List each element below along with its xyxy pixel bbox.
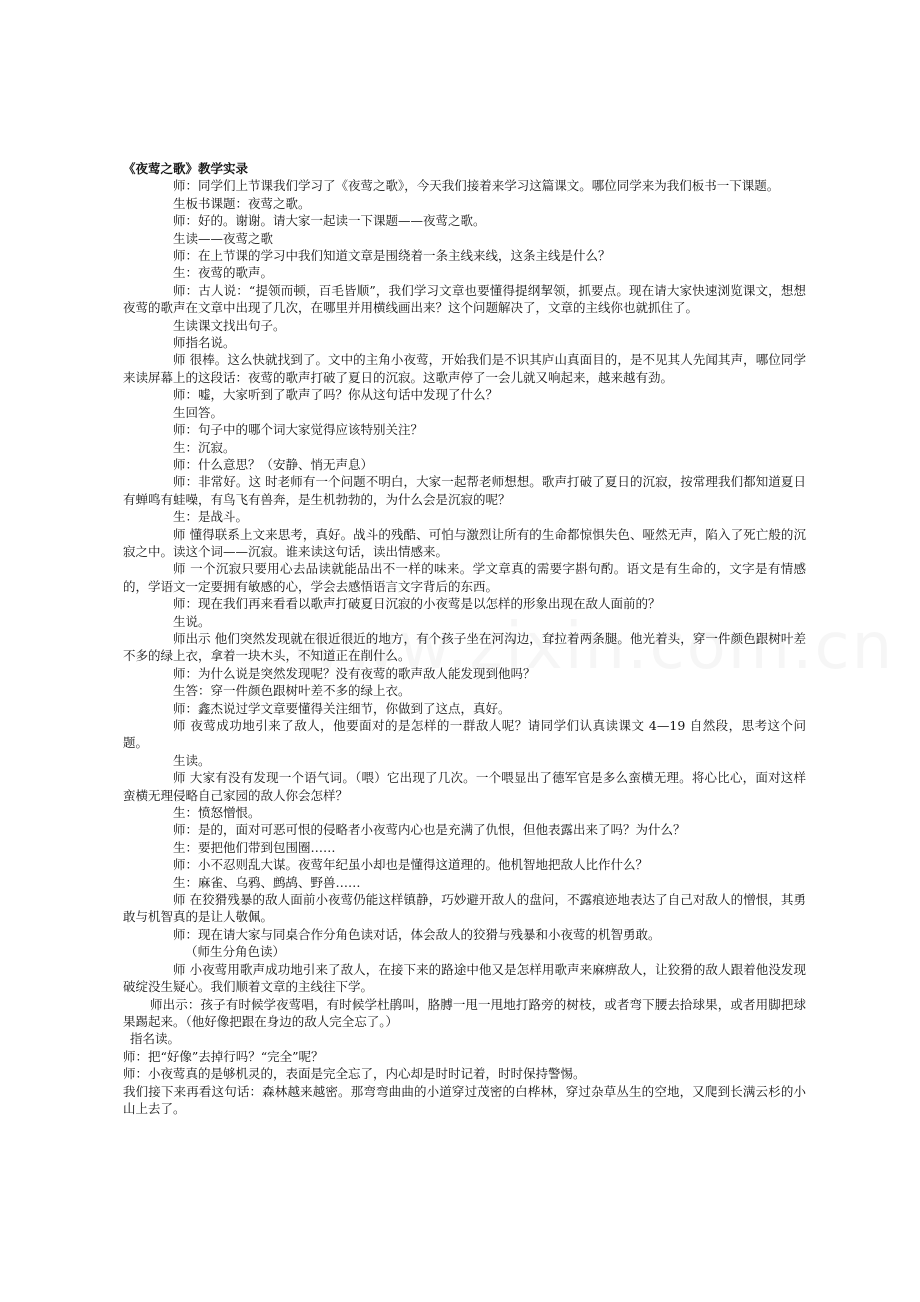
paragraph: 生：要把他们带到包围圈…… — [173, 839, 336, 855]
paragraph: 生说。 — [173, 613, 211, 629]
paragraph: 师：同学们上节课我们学习了《夜莺之歌》，今天我们接着来学习这篇课文。哪位同学来为我们板书一下课题。 — [173, 178, 780, 194]
paragraph: 师：现在我们再来看看以歌声打破夏日沉寂的小夜莺是以怎样的形象出现在敌人面前的？ — [173, 596, 661, 612]
paragraph: 师：是的，面对可恶可恨的侵略者小夜莺内心也是充满了仇恨，但他表露出来了吗？为什么？ — [173, 822, 686, 838]
paragraph: 师 小夜莺用歌声成功地引来了敌人，在接下来的路途中他又是怎样用歌声来麻痹敌人，让狡猾的敌人跟着他没发现破绽没生疑心。我们顺着文章的主线往下学。 — [123, 961, 806, 995]
paragraph: 生：麻雀、乌鸦、鹧鸪、野兽…… — [173, 874, 361, 890]
paragraph: 师：非常好。这 时老师有一个问题不明白，大家一起帮老师想想。歌声打破了夏日的沉寂，按常理我们都知道夏日有蝉鸣有蛙噪，有鸟飞有兽奔，是生机勃勃的，为什么会是沉寂的呢？ — [123, 474, 806, 507]
paragraph: （师生分角色读） — [185, 944, 286, 960]
paragraph: 师：鑫杰说过学文章要懂得关注细节，你做到了这点，真好。 — [173, 700, 511, 716]
paragraph: 生：是战斗。 — [173, 509, 249, 525]
paragraph: 生板书课题：夜莺之歌。 — [173, 195, 311, 211]
document-body — [123, 160, 806, 1117]
paragraph: 师 夜莺成功地引来了敌人，他要面对的是怎样的一群敌人呢？请同学们认真读课文 4—19 自然段，思考这个问题。 — [123, 718, 806, 751]
paragraph: 师 一个沉寂只要用心去品读就能品出不一样的味来。学文章真的需要字斟句酌。语文是有生命的，文字是有情感的，学语文一定要拥有敏感的心，学会去感悟语言文字背后的东西。 — [123, 561, 806, 594]
paragraph: 师：现在请大家与同桌合作分角色读对话，体会敌人的狡猾与残暴和小夜莺的机智勇敢。 — [173, 926, 661, 942]
paragraph: 师 懂得联系上文来思考，真好。战斗的残酷、可怕与激烈让所有的生命都惊惧失色、哑然无声，陷入了死亡般的沉寂之中。读这个词——沉寂。谁来读这句话，读出情感来。 — [123, 526, 806, 559]
paragraph-list — [123, 177, 806, 1117]
paragraph: 师 很棒。这么快就找到了。文中的主角小夜莺，开始我们是不识其庐山真面目的，是不见其人先闻其声，哪位同学来读屏幕上的这段话：夜莺的歌声打破了夏日的沉寂。这歌声停了一会儿就又响起来，越来越有劲。 — [123, 352, 806, 385]
paragraph: 师指名说。 — [173, 335, 236, 351]
paragraph: 生读——夜莺之歌 — [173, 230, 274, 246]
paragraph: 我们接下来再看这句话：森林越来越密。那弯弯曲曲的小道穿过茂密的白桦林，穿过杂草丛生的空地，又爬到长满云杉的小山上去了。 — [123, 1083, 806, 1116]
paragraph: 师出示 他们突然发现就在很近很近的地方，有个孩子坐在河沟边，耷拉着两条腿。他光着头，穿一件颜色跟树叶差不多的绿上衣，拿着一块木头，不知道正在削什么。 — [123, 630, 806, 664]
paragraph: 师：好的。谢谢。请大家一起读一下课题——夜莺之歌。 — [173, 213, 486, 229]
paragraph: 师：句子中的哪个词大家觉得应该特别关注？ — [173, 422, 424, 438]
paragraph: 师：嘘，大家听到了歌声了吗？你从这句话中发现了什么？ — [173, 387, 499, 403]
paragraph: 师：小不忍则乱大谋。夜莺年纪虽小却也是懂得这道理的。他机智地把敌人比作什么？ — [173, 857, 649, 873]
paragraph: 生答：穿一件颜色跟树叶差不多的绿上衣。 — [173, 683, 411, 699]
paragraph: 师 在狡猾残暴的敌人面前小夜莺仍能这样镇静，巧妙避开敌人的盘问，不露痕迹地表达了自己对敌人的憎恨，其勇敢与机智真的是让人敬佩。 — [123, 892, 806, 925]
paragraph: 生读。 — [173, 752, 211, 768]
paragraph: 师：为什么说是突然发现呢？没有夜莺的歌声敌人能发现到他吗？ — [173, 665, 536, 681]
paragraph: 师：什么意思？（安静、悄无声息） — [173, 456, 374, 472]
paragraph: 师：古人说：“提领而顿，百毛皆顺”，我们学习文章也要懂得提纲挈领，抓要点。现在请大家快速浏览课文，想想夜莺的歌声在文章中出现了几次，在哪里并用横线画出来？这个问题解决了，文章的主线你也就抓住了。 — [123, 282, 806, 316]
paragraph: 师出示：孩子有时候学夜莺唱，有时候学杜鹃叫，胳膊一甩一甩地打路旁的树枝，或者弯下腰去拾球果，或者用脚把球果踢起来。（他好像把跟在身边的敌人完全忘了。） — [123, 996, 806, 1029]
paragraph: 生：沉寂。 — [173, 439, 236, 455]
document-title: 《夜莺之歌》教学实录 — [123, 161, 249, 176]
paragraph: 师：小夜莺真的是够机灵的，表面是完全忘了，内心却是时时记着，时时保持警惕。 — [123, 1066, 586, 1082]
paragraph: 生：愤怒憎恨。 — [173, 805, 261, 821]
paragraph: 师 大家有没有发现一个语气词。（喂）它出现了几次。一个喂显出了德军官是多么蛮横无理。将心比心，面对这样蛮横无理侵略自己家园的敌人你会怎样？ — [123, 770, 806, 803]
paragraph: 指名读。 — [130, 1031, 181, 1047]
paragraph: 生回答。 — [173, 404, 224, 420]
paragraph: 生读课文找出句子。 — [173, 317, 286, 333]
paragraph: 师：在上节课的学习中我们知道文章是围绕着一条主线来线，这条主线是什么？ — [173, 248, 611, 264]
paragraph: 师：把“好像”去掉行吗？“完全”呢？ — [123, 1048, 324, 1064]
paragraph: 生：夜莺的歌声。 — [173, 265, 274, 281]
